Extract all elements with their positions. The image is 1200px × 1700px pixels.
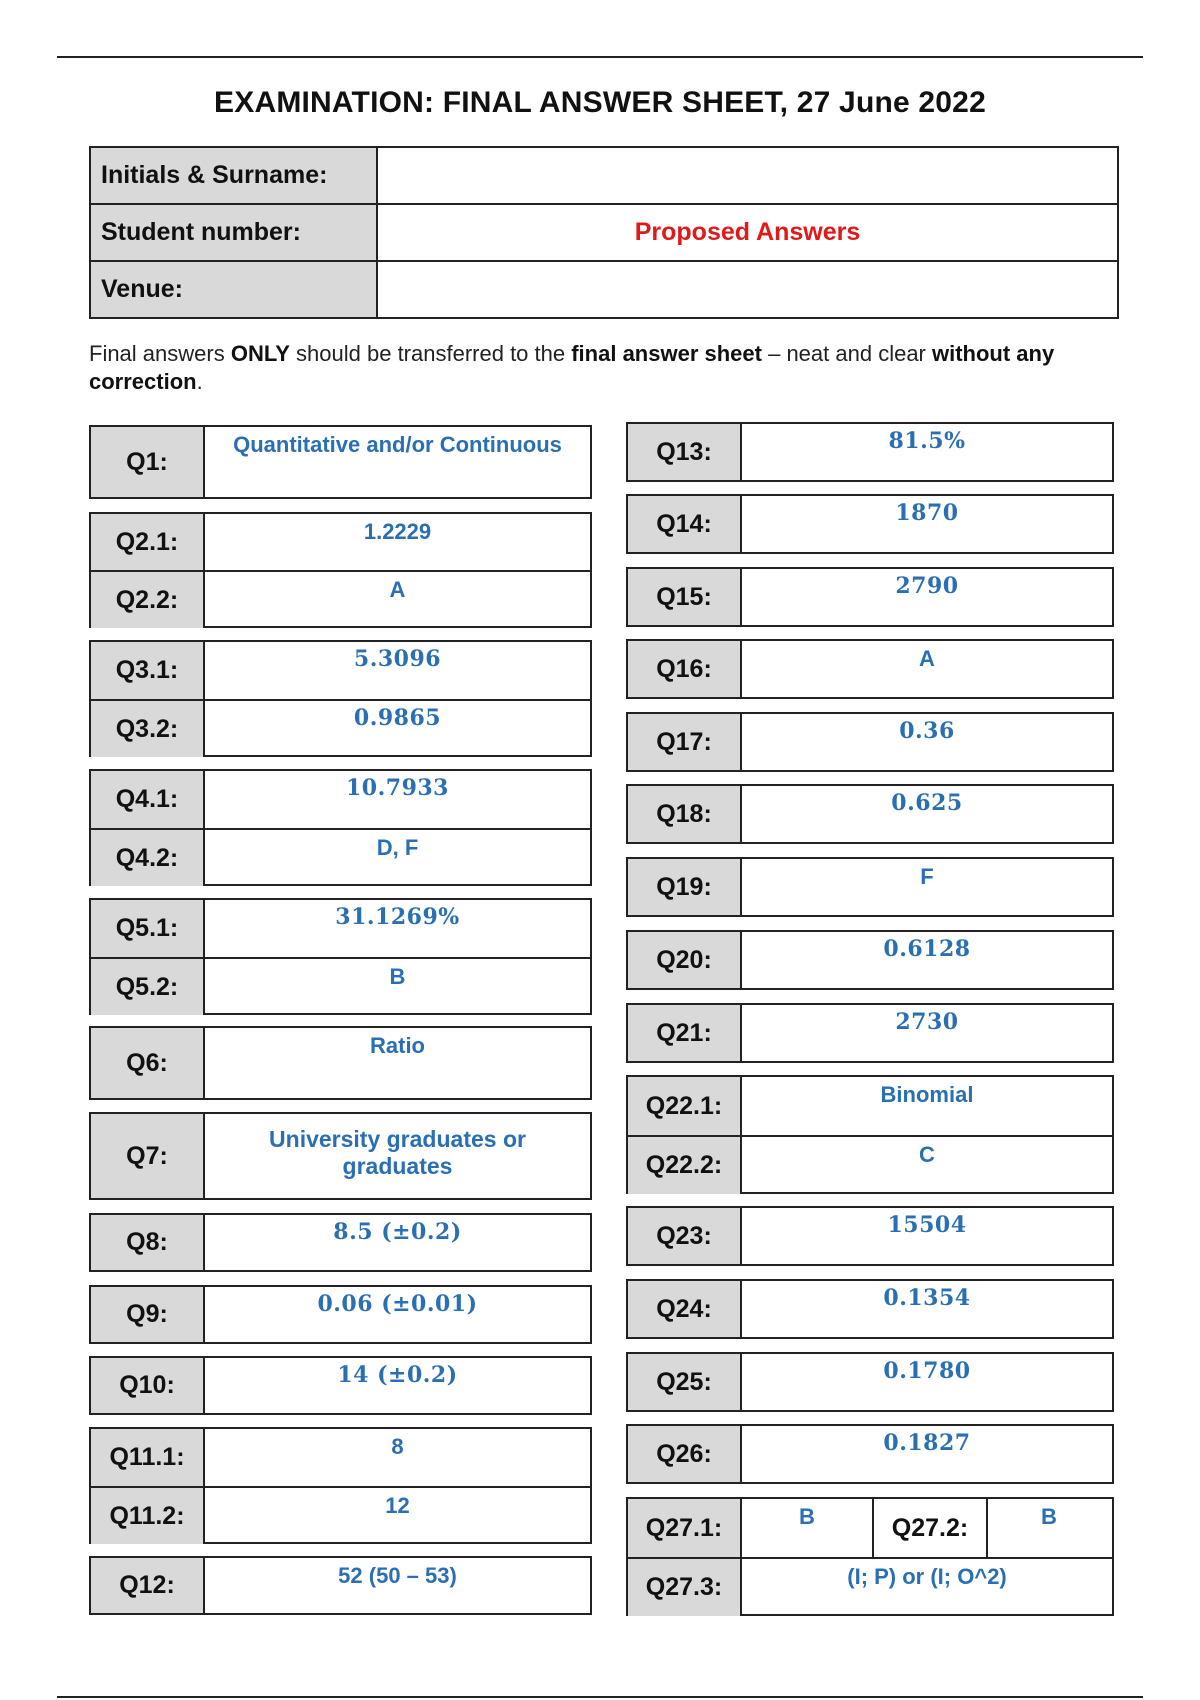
- student-number-row: [90, 204, 1118, 261]
- answer-row: [628, 1208, 1112, 1264]
- question-label: Q13:: [628, 424, 742, 480]
- question-label: Q9:: [91, 1287, 205, 1342]
- answer-row: [91, 771, 590, 828]
- answer-field[interactable]: (I; P) or (I; O^2): [847, 1564, 1007, 1589]
- answer-box-q18: [626, 784, 1114, 844]
- answer-field[interactable]: C: [919, 1142, 935, 1167]
- question-label: Q8:: [91, 1215, 205, 1270]
- answer-box-q9: [89, 1285, 592, 1344]
- initials-row: [90, 147, 1118, 204]
- answer-field[interactable]: 8: [391, 1434, 404, 1459]
- answer-field[interactable]: 0.625: [891, 790, 963, 816]
- question-label: Q25:: [628, 1354, 742, 1410]
- initials-field[interactable]: [377, 147, 1118, 204]
- answer-row: [628, 1354, 1112, 1410]
- student-info-table: [89, 146, 1119, 319]
- answer-row: [628, 1426, 1112, 1482]
- answer-box-q14: [626, 494, 1114, 554]
- answer-field[interactable]: 1.2229: [363, 519, 432, 544]
- question-label: Q15:: [628, 569, 742, 625]
- answer-row: [628, 1077, 1112, 1135]
- answer-row: [628, 1557, 1112, 1616]
- note-bold-correction: without any correction: [89, 341, 1055, 394]
- answer-box-q2: [89, 512, 592, 628]
- answer-field[interactable]: 2790: [895, 573, 959, 599]
- answer-field[interactable]: 5.3096: [353, 646, 442, 672]
- answer-row: [628, 569, 1112, 625]
- answer-box-q25: [626, 1352, 1114, 1412]
- note-bold-sheet: final answer sheet: [571, 341, 762, 366]
- question-label: Q5.1:: [91, 900, 205, 957]
- answer-row: [91, 828, 590, 886]
- instructions-note: [89, 340, 1129, 396]
- answer-field[interactable]: 12: [385, 1493, 410, 1518]
- answer-box-q27: [626, 1497, 1114, 1616]
- venue-row: [90, 261, 1118, 318]
- answer-field[interactable]: Binomial: [880, 1082, 974, 1107]
- question-label: Q20:: [628, 932, 742, 988]
- answer-field[interactable]: B: [799, 1504, 815, 1529]
- answer-row: [628, 859, 1112, 915]
- q27-2-label: Q27.2:: [872, 1499, 988, 1557]
- question-label: Q10:: [91, 1358, 205, 1413]
- answer-box-q3: [89, 640, 592, 757]
- question-label: Q6:: [91, 1028, 205, 1098]
- answer-field[interactable]: 8.5 (±0.2): [333, 1219, 462, 1245]
- answer-row: [628, 424, 1112, 480]
- answer-row: [91, 957, 590, 1015]
- question-label: Q18:: [628, 786, 742, 842]
- answer-field[interactable]: [205, 1114, 590, 1198]
- question-label: Q19:: [628, 859, 742, 915]
- question-label: Q1:: [91, 427, 205, 497]
- answer-row: [628, 1135, 1112, 1194]
- answer-field[interactable]: 0.6128: [883, 936, 971, 962]
- answer-box-q13: [626, 422, 1114, 482]
- answer-row: [91, 1028, 590, 1098]
- question-label: Q22.2:: [628, 1137, 742, 1194]
- answer-row: [91, 900, 590, 957]
- answer-field[interactable]: B: [389, 964, 406, 989]
- question-label: Q4.1:: [91, 771, 205, 828]
- answer-row: [91, 1429, 590, 1486]
- question-label: Q27.1:: [628, 1499, 742, 1557]
- answer-row: [91, 1215, 590, 1270]
- answer-box-q20: [626, 930, 1114, 990]
- question-label: Q11.2:: [91, 1488, 205, 1544]
- answer-line: graduates: [342, 1153, 453, 1179]
- answer-field[interactable]: 1870: [895, 500, 959, 526]
- answer-field[interactable]: A: [919, 646, 935, 671]
- answer-row: [628, 786, 1112, 842]
- answer-row: [628, 932, 1112, 988]
- answer-box-q4: [89, 769, 592, 886]
- answer-field[interactable]: Quantitative and/or Continuous: [233, 432, 562, 457]
- answer-box-q11: [89, 1427, 592, 1544]
- question-label: Q4.2:: [91, 830, 205, 886]
- answer-row: [628, 641, 1112, 697]
- answer-field[interactable]: D, F: [376, 835, 419, 860]
- venue-label: Venue:: [90, 261, 377, 318]
- answer-row: [628, 1005, 1112, 1061]
- answer-box-q12: [89, 1556, 592, 1615]
- answer-row: [628, 714, 1112, 770]
- answer-field[interactable]: 2730: [895, 1009, 959, 1035]
- student-number-field[interactable]: Proposed Answers: [377, 204, 1118, 261]
- answer-box-q24: [626, 1279, 1114, 1339]
- venue-field[interactable]: [377, 261, 1118, 318]
- top-rule: [57, 56, 1143, 58]
- note-text-4: .: [196, 369, 203, 394]
- answer-row: [91, 1114, 590, 1198]
- question-label: Q5.2:: [91, 959, 205, 1015]
- question-label: Q22.1:: [628, 1077, 742, 1135]
- bottom-rule: [57, 1696, 1143, 1698]
- question-label: Q17:: [628, 714, 742, 770]
- question-label: Q27.3:: [628, 1559, 742, 1616]
- answer-row: [628, 496, 1112, 552]
- question-label: Q2.2:: [91, 572, 205, 628]
- answer-box-q5: [89, 898, 592, 1015]
- note-bold-only: ONLY: [230, 341, 290, 366]
- note-text-1: Final answers: [89, 341, 231, 366]
- answer-box-q22: [626, 1075, 1114, 1194]
- note-text-3: – neat and clear: [761, 341, 932, 366]
- answer-row: [91, 699, 590, 757]
- answer-field[interactable]: 0.06 (±0.01): [317, 1291, 478, 1317]
- question-label: Q23:: [628, 1208, 742, 1264]
- answer-field[interactable]: 0.1780: [883, 1358, 971, 1384]
- answer-field[interactable]: 0.36: [899, 718, 955, 744]
- answer-field[interactable]: 81.5%: [888, 428, 966, 454]
- answer-box-q8: [89, 1213, 592, 1272]
- answer-row: [91, 1486, 590, 1544]
- question-label: Q21:: [628, 1005, 742, 1061]
- question-label: Q16:: [628, 641, 742, 697]
- answer-field[interactable]: B: [1041, 1504, 1057, 1529]
- question-label: Q26:: [628, 1426, 742, 1482]
- note-text-2: should be transferred to the: [289, 341, 572, 366]
- answer-row: [91, 642, 590, 699]
- answer-field[interactable]: 10.7933: [345, 775, 449, 801]
- question-label: Q3.2:: [91, 701, 205, 757]
- question-label: Q3.1:: [91, 642, 205, 699]
- question-label: Q12:: [91, 1558, 205, 1613]
- answer-row: [91, 1287, 590, 1342]
- question-label: Q24:: [628, 1281, 742, 1337]
- answer-box-q19: [626, 857, 1114, 917]
- answer-field[interactable]: 0.1827: [883, 1430, 971, 1456]
- answer-box-q21: [626, 1003, 1114, 1063]
- answer-field[interactable]: 0.1354: [883, 1285, 971, 1311]
- answer-field[interactable]: Ratio: [370, 1033, 425, 1058]
- answer-line: University graduates or: [269, 1126, 526, 1152]
- question-label: Q11.1:: [91, 1429, 205, 1486]
- answer-field[interactable]: 0.9865: [353, 705, 442, 731]
- answer-row: [91, 427, 590, 497]
- answer-row: [628, 1281, 1112, 1337]
- answer-box-q1: [89, 425, 592, 499]
- answer-row: [91, 570, 590, 628]
- answer-row: [628, 1499, 1112, 1557]
- answer-box-q10: [89, 1356, 592, 1415]
- answer-box-q23: [626, 1206, 1114, 1266]
- question-label: Q7:: [91, 1114, 205, 1198]
- answer-box-q6: [89, 1026, 592, 1100]
- answer-row: [91, 1558, 590, 1613]
- page-title: EXAMINATION: FINAL ANSWER SHEET, 27 June 2022: [214, 86, 986, 119]
- answer-row: [91, 514, 590, 570]
- answer-field[interactable]: 15504: [887, 1212, 967, 1238]
- question-label: Q2.1:: [91, 514, 205, 570]
- answer-box-q17: [626, 712, 1114, 772]
- student-number-label: Student number:: [90, 204, 377, 261]
- answer-box-q26: [626, 1424, 1114, 1484]
- answer-box-q15: [626, 567, 1114, 627]
- answer-row: [91, 1358, 590, 1413]
- answer-box-q7: [89, 1112, 592, 1200]
- question-label: Q14:: [628, 496, 742, 552]
- answer-field[interactable]: 14 (±0.2): [337, 1362, 458, 1388]
- answer-box-q16: [626, 639, 1114, 699]
- initials-label: Initials & Surname:: [90, 147, 377, 204]
- answer-field[interactable]: 52 (50 – 53): [338, 1563, 457, 1588]
- answer-field[interactable]: A: [389, 577, 406, 602]
- answer-field[interactable]: F: [920, 864, 934, 889]
- answer-field[interactable]: 31.1269%: [335, 904, 460, 930]
